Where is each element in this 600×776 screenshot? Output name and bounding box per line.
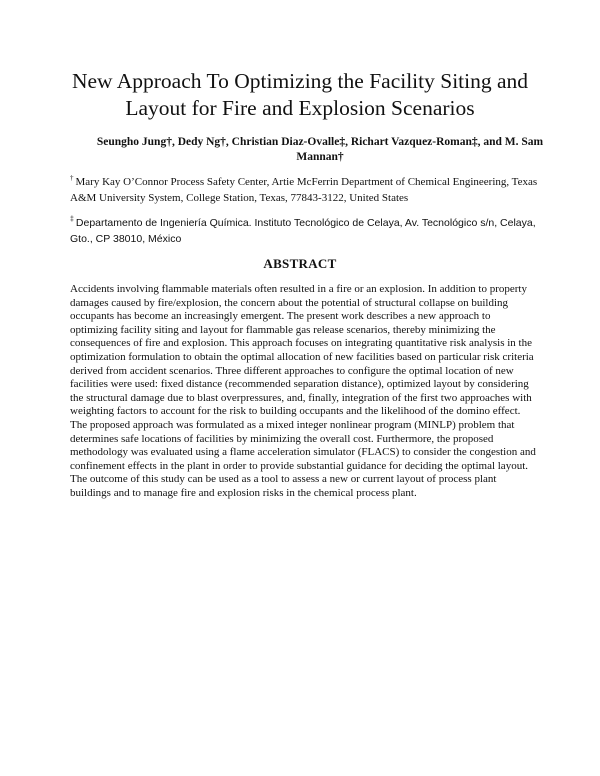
affiliation-1-text: Mary Kay O’Connor Process Safety Center, Artie McFerrin Department of Chemical Engineering, Texas A&M University System, College Station, Texas, 77843-3122, United States bbox=[70, 176, 538, 204]
affiliation-2-text: Departamento de Ingeniería Química. Instituto Tecnológico de Celaya, Av. Tecnológico s/n, Celaya, Gto., CP 38010, México bbox=[70, 217, 536, 245]
affiliation-1-mark: † bbox=[70, 174, 74, 182]
affiliation-2 bbox=[70, 212, 550, 247]
affiliation-2-mark: ‡ bbox=[70, 216, 74, 223]
abstract-heading: ABSTRACT bbox=[263, 256, 337, 271]
affiliation-1 bbox=[70, 171, 550, 206]
author-list: Seungho Jung†, Dedy Ng†, Christian Diaz-Ovalle‡, Richart Vazquez-Roman‡, and M. Sam Mannan† bbox=[96, 136, 544, 163]
paper-title: New Approach To Optimizing the Facility Siting and Layout for Fire and Explosion Scenarios bbox=[71, 69, 529, 120]
abstract-body: Accidents involving flammable materials often resulted in a fire or an explosion. In addition to property damages caused by fire/explosion, the concern about the potential of structural collapse on building occupants has become an increasingly emergent. The present work describes a new approach to optimizing facility siting and layout for flammable gas release scenarios, thereby minimizing the consequences of fire and explosion. This approach focuses on integrating quantitative risk analysis in the optimization formulation to obtain the optimal allocation of new facilities based on particular risk criteria derived from accident scenarios. Three different approaches to configure the optimal location of new facilities were used: fixed distance (recommended separation distance), optimized layout by considering the structural damage due to blast overpressures, and, finally, integration of the first two approaches with weighting factors to account for the risk to building occupants and the likelihood of the domino effect. The proposed approach was formulated as a mixed integer nonlinear program (MINLP) problem that determines safe locations of facilities by minimizing the overall cost. Furthermore, the proposed methodology was evaluated using a flame acceleration simulator (FLACS) to consider the congestion and confinement effects in the plant in order to provide substantial guidance for deciding the optimal layout. The outcome of this study can be used as a tool to assess a new or current layout of process plant buildings and to manage fire and explosion risks in the chemical process plant. bbox=[70, 283, 536, 499]
